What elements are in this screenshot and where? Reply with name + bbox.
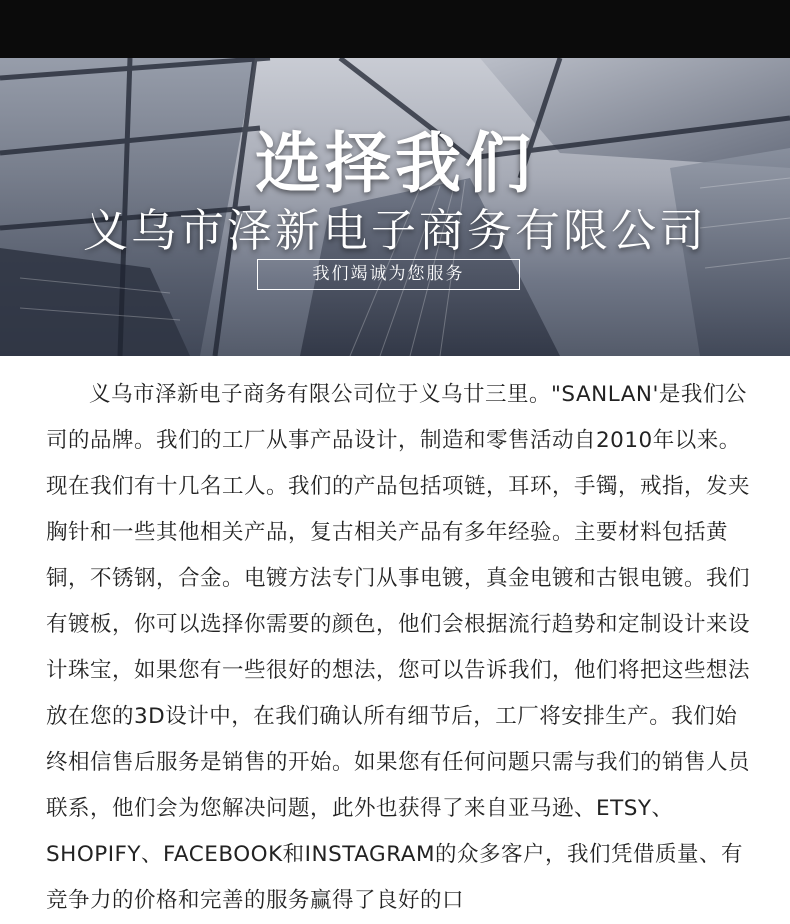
hero-tagline-box: 我们竭诚为您服务: [257, 259, 520, 290]
hero-title: 选择我们: [255, 125, 535, 202]
top-bar: [0, 0, 790, 58]
hero-subtitle: 义乌市泽新电子商务有限公司: [82, 204, 707, 257]
company-description: 义乌市泽新电子商务有限公司位于义乌廿三里。"SANLAN'是我们公司的品牌。我们的工厂从事产品设计，制造和零售活动自2010年以来。现在我们有十几名工人。我们的产品包括项链，耳环，手镯，戒指，发夹胸针和一些其他相关产品，复古相关产品有多年经验。主要材料包括黄铜，不锈钢，合金。电镀方法专门从事电镀，真金电镀和古银电镀。我们有镀板，你可以选择你需要的颜色，他们会根据流行趋势和定制设计来设计珠宝，如果您有一些很好的想法，您可以告诉我们，他们将把这些想法放在您的3D设计中，在我们确认所有细节后，工厂将安排生产。我们始终相信售后服务是销售的开始。如果您有任何问题只需与我们的销售人员联系，他们会为您解决问题，此外也获得了来自亚马逊、ETSY、SHOPIFY、FACEBOOK和INSTAGRAM的众多客户，我们凭借质量、有竞争力的价格和完善的服务赢得了良好的口: [46, 382, 751, 913]
hero-banner: [0, 58, 790, 356]
